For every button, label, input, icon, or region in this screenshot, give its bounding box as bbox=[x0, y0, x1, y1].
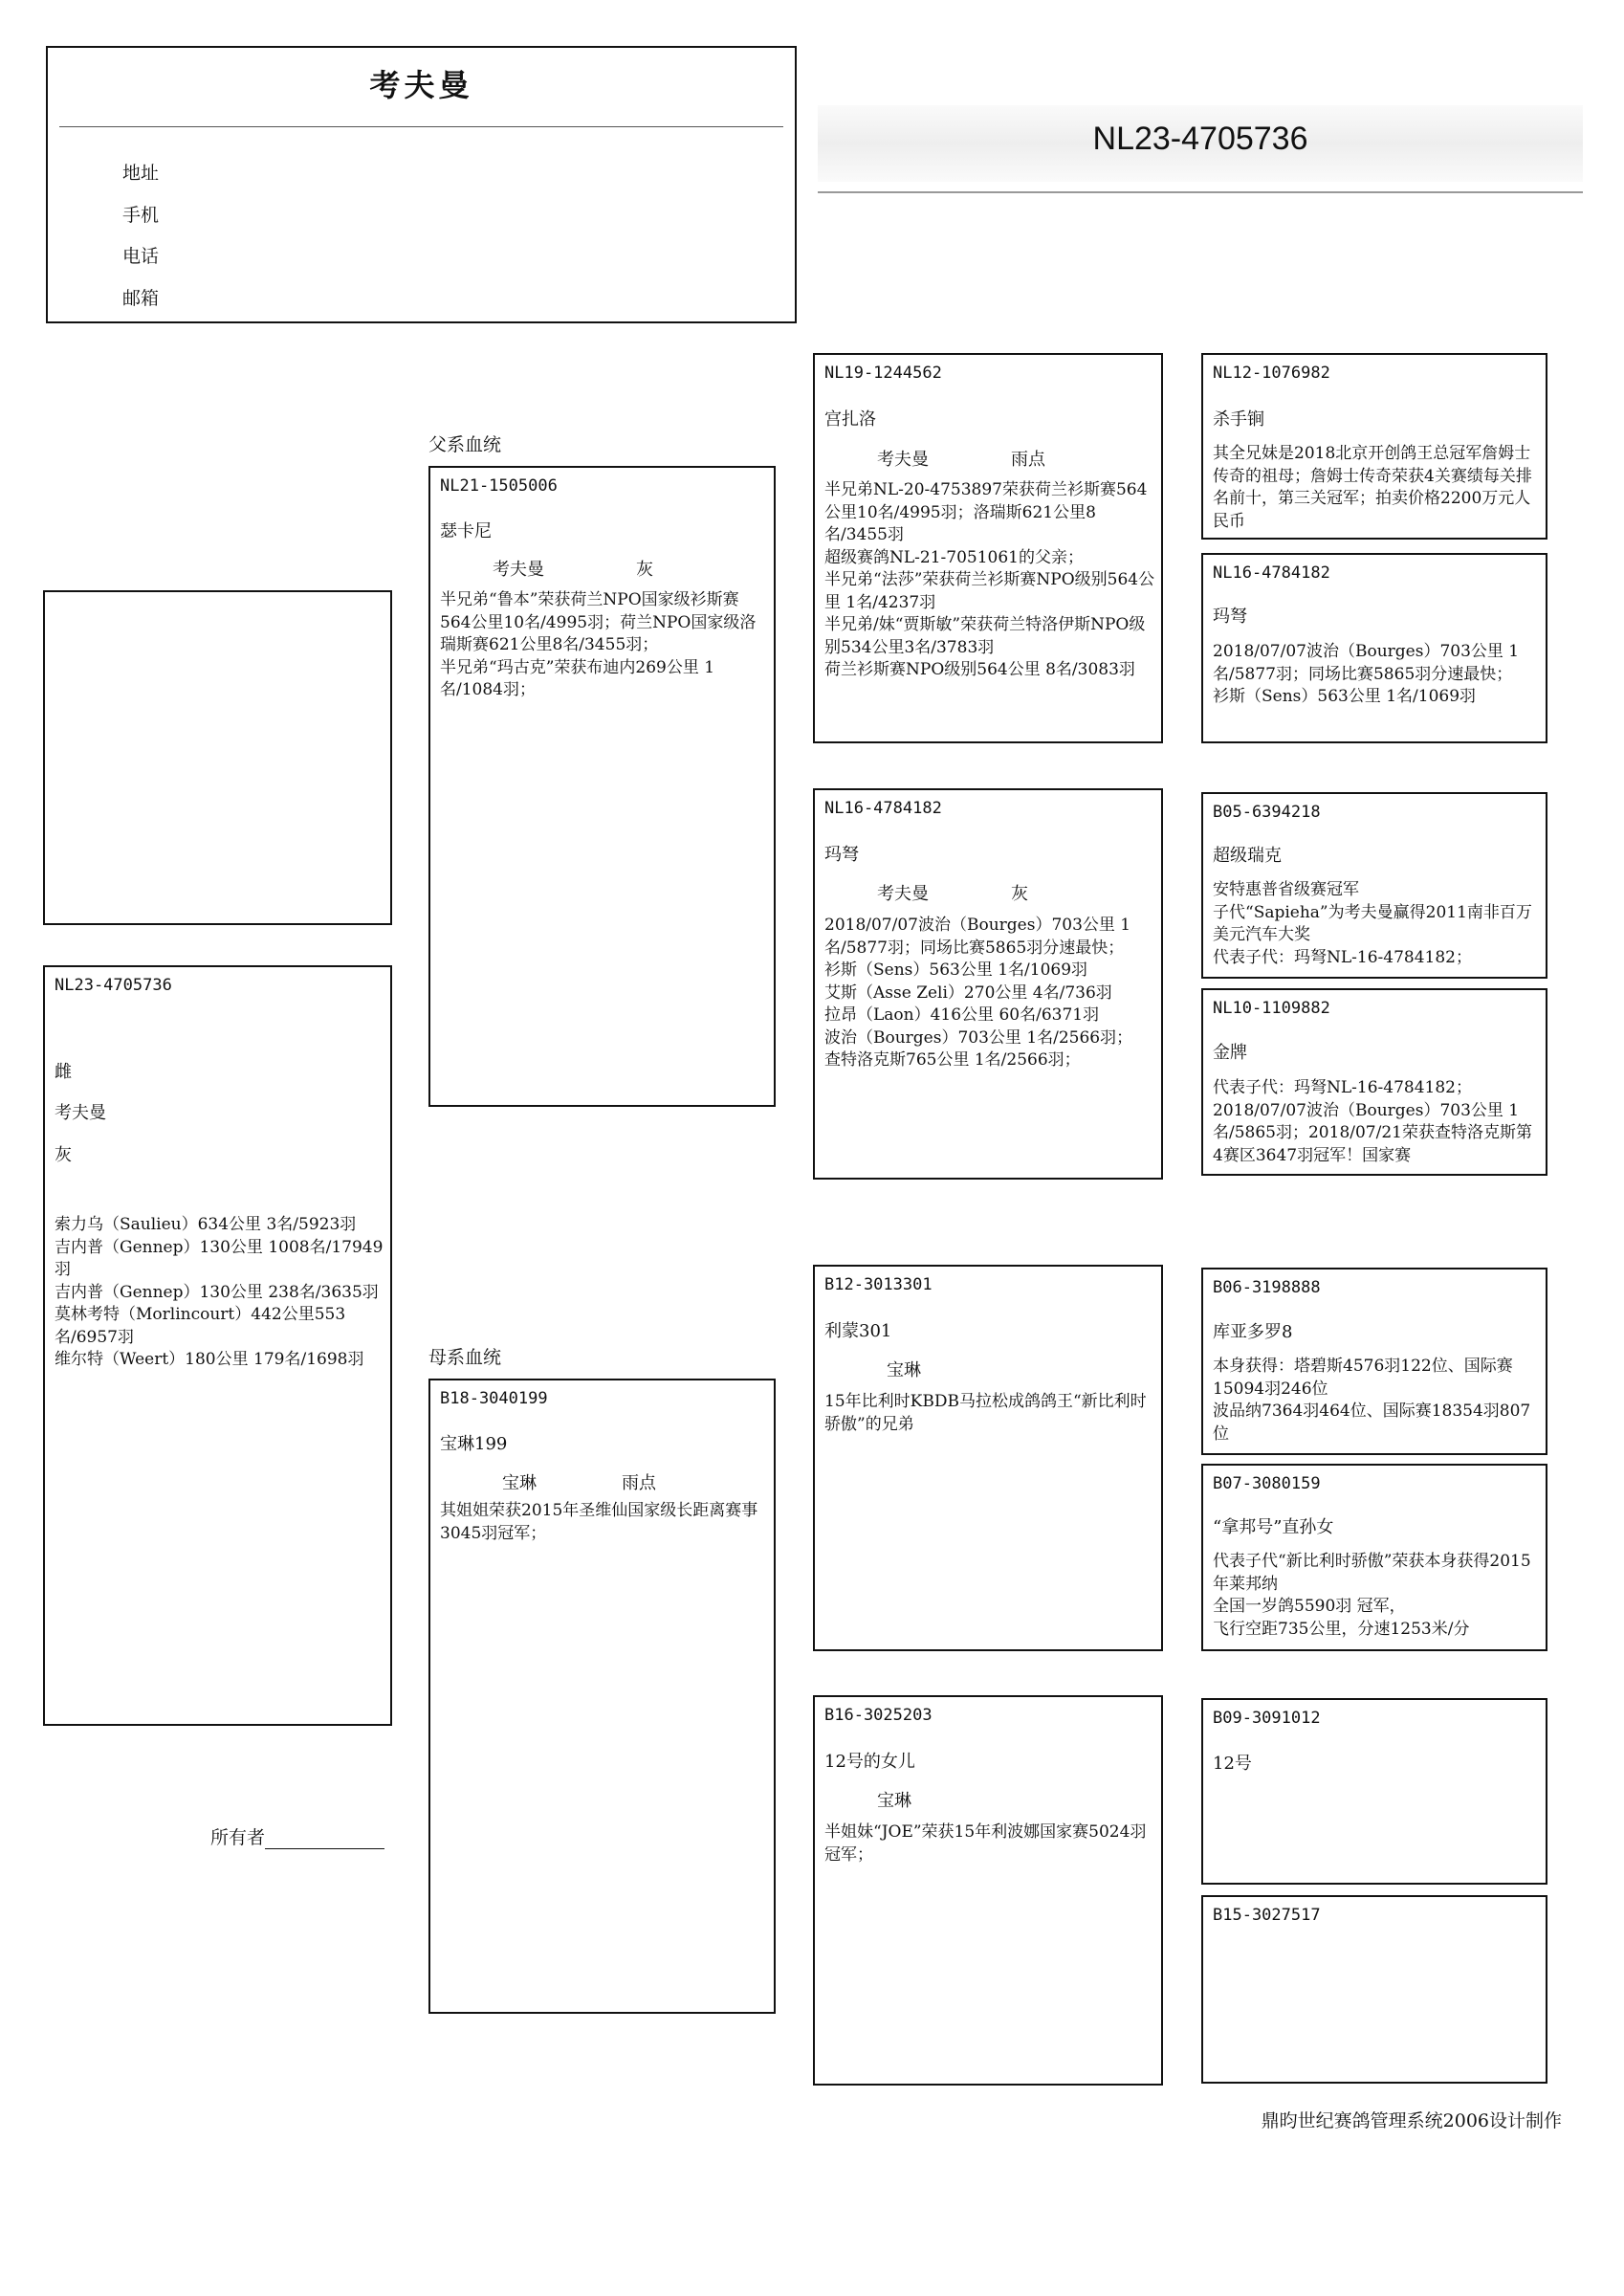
address-label: 地址 bbox=[122, 163, 160, 184]
desc-line: 2018/07/07波治（Bourges）703公里 1名/5877羽；同场比赛5865羽分速最快； bbox=[1213, 642, 1520, 684]
sd-description bbox=[824, 915, 1155, 1072]
sss-ring: NL12-1076982 bbox=[1213, 364, 1330, 383]
sire-breeder: 考夫曼 bbox=[493, 560, 544, 580]
sd-ring: NL16-4784182 bbox=[824, 799, 942, 818]
owner-name: 考夫曼 bbox=[369, 67, 473, 103]
dam-dam-box bbox=[813, 1695, 1163, 2086]
ds-name: 利蒙301 bbox=[824, 1321, 892, 1341]
desc-line: 衫斯（Sens）563公里 1名/1069羽 bbox=[1213, 687, 1477, 706]
sire-sire-box bbox=[813, 353, 1163, 743]
sss-description bbox=[1213, 443, 1540, 533]
ssd-ring: NL16-4784182 bbox=[1213, 563, 1330, 583]
footer-note: 鼎昀世纪赛鸽管理系统2006设计制作 bbox=[1261, 2110, 1562, 2131]
dds-box bbox=[1201, 1698, 1547, 1885]
ss-description bbox=[824, 479, 1155, 682]
sdd-name: 金牌 bbox=[1213, 1043, 1247, 1063]
owner-label: 所有者 bbox=[210, 1827, 266, 1848]
ssd-description bbox=[1213, 641, 1540, 709]
result-line: 索力乌（Saulieu）634公里 3名/5923羽 bbox=[55, 1215, 357, 1234]
desc-line: 其姐姐荣获2015年圣维仙国家级长距离赛事3045羽冠军； bbox=[440, 1501, 758, 1543]
ssd-box bbox=[1201, 553, 1547, 743]
phone-label: 电话 bbox=[122, 246, 160, 267]
desc-line: 查特洛克斯765公里 1名/2566羽； bbox=[824, 1050, 1081, 1070]
ddd-ring: B15-3027517 bbox=[1213, 1906, 1321, 1925]
sds-name: 超级瑞克 bbox=[1213, 846, 1282, 866]
dds-ring: B09-3091012 bbox=[1213, 1709, 1321, 1728]
sire-box bbox=[428, 466, 776, 1107]
sire-line-label: 父系血统 bbox=[428, 434, 502, 455]
dam-sire-box bbox=[813, 1265, 1163, 1651]
desc-line: 其全兄妹是2018北京开创鸽王总冠军詹姆士传奇的祖母；詹姆士传奇荣获4关赛绩每关排名前十，第三关冠军；拍卖价格2200万元人民币 bbox=[1213, 444, 1532, 531]
sds-box bbox=[1201, 792, 1547, 979]
desc-line: 半兄弟NL-20-4753897荣获荷兰衫斯赛564公里10名/4995羽；洛瑞斯621公里8名/3455羽 bbox=[824, 480, 1148, 544]
desc-line: 波品纳7364羽464位、国际赛18354羽807位 bbox=[1213, 1402, 1531, 1444]
sd-color: 灰 bbox=[1011, 884, 1028, 904]
sire-ring: NL21-1505006 bbox=[440, 476, 558, 496]
divider bbox=[59, 126, 783, 127]
dsd-description bbox=[1213, 1551, 1540, 1641]
ss-color: 雨点 bbox=[1011, 450, 1045, 470]
desc-line: 代表子代：玛弩NL-16-4784182；2018/07/07波治（Bourges）703公里 1名/5865羽；2018/07/21荣获查特洛克斯第4赛区3647羽冠军！国家赛 bbox=[1213, 1078, 1532, 1165]
sd-name: 玛弩 bbox=[824, 845, 859, 865]
ddd-box bbox=[1201, 1895, 1547, 2084]
sdd-ring: NL10-1109882 bbox=[1213, 999, 1330, 1018]
ring-title: NL23-4705736 bbox=[1092, 121, 1308, 157]
dd-ring: B16-3025203 bbox=[824, 1706, 933, 1725]
dd-description bbox=[824, 1821, 1155, 1866]
result-line: 莫林考特（Morlincourt）442公里553名/6957羽 bbox=[55, 1305, 346, 1347]
subject-name: 考夫曼 bbox=[55, 1103, 106, 1123]
subject-results bbox=[55, 1214, 384, 1372]
dsd-name: “拿邦号”直孙女 bbox=[1213, 1517, 1334, 1537]
subject-sex: 雌 bbox=[55, 1062, 72, 1082]
sire-description bbox=[440, 589, 768, 702]
desc-line: 半兄弟“玛古克”荣获布迪内269公里 1名/1084羽； bbox=[440, 657, 715, 699]
dam-color: 雨点 bbox=[622, 1473, 656, 1493]
desc-line: 全国一岁鸽5590羽 冠军， bbox=[1213, 1597, 1406, 1616]
owner-signature-line bbox=[210, 1823, 384, 1849]
dss-description bbox=[1213, 1356, 1540, 1446]
sdd-description bbox=[1213, 1077, 1540, 1167]
owner-info-box bbox=[46, 46, 797, 323]
desc-line: 2018/07/07波治（Bourges）703公里 1名/5877羽；同场比赛5865羽分速最快； bbox=[824, 916, 1131, 958]
desc-line: 代表子代：玛弩NL-16-4784182； bbox=[1213, 947, 1472, 967]
desc-line: 半兄弟“鲁本”荣获荷兰NPO国家级衫斯赛564公里10名/4995羽；荷兰NPO国家级洛瑞斯赛621公里8名/3455羽； bbox=[440, 590, 757, 654]
desc-line: 安特惠普省级赛冠军 bbox=[1213, 880, 1359, 899]
email-label: 邮箱 bbox=[122, 288, 160, 309]
sss-box bbox=[1201, 353, 1547, 540]
dds-name: 12号 bbox=[1213, 1754, 1252, 1774]
ssd-name: 玛弩 bbox=[1213, 607, 1247, 627]
desc-line: 荷兰衫斯赛NPO级别564公里 8名/3083羽 bbox=[824, 660, 1135, 679]
subject-color: 灰 bbox=[55, 1145, 72, 1165]
ds-breeder: 宝琳 bbox=[887, 1360, 921, 1380]
dsd-box bbox=[1201, 1464, 1547, 1651]
sire-name: 瑟卡尼 bbox=[440, 521, 492, 541]
dd-breeder: 宝琳 bbox=[877, 1791, 911, 1811]
dam-description bbox=[440, 1500, 768, 1545]
subject-ring: NL23-4705736 bbox=[55, 976, 172, 995]
dss-ring: B06-3198888 bbox=[1213, 1278, 1321, 1297]
subject-box bbox=[43, 965, 392, 1726]
photo-placeholder bbox=[43, 590, 392, 925]
ds-ring: B12-3013301 bbox=[824, 1275, 933, 1294]
ss-ring: NL19-1244562 bbox=[824, 364, 942, 383]
desc-line: 半姐妹“JOE”荣获15年利波娜国家赛5024羽冠军； bbox=[824, 1822, 1147, 1865]
sd-breeder: 考夫曼 bbox=[877, 884, 929, 904]
dsd-ring: B07-3080159 bbox=[1213, 1474, 1321, 1493]
ss-breeder: 考夫曼 bbox=[877, 450, 929, 470]
divider bbox=[818, 191, 1583, 193]
sire-dam-box bbox=[813, 788, 1163, 1180]
desc-line: 15年比利时KBDB马拉松成鸽鸽王“新比利时骄傲”的兄弟 bbox=[824, 1392, 1147, 1434]
dam-box bbox=[428, 1379, 776, 2014]
sds-description bbox=[1213, 879, 1540, 969]
dam-breeder: 宝琳 bbox=[502, 1473, 537, 1493]
desc-line: 波治（Bourges）703公里 1名/2566羽； bbox=[824, 1027, 1133, 1048]
desc-line: 代表子代“新比利时骄傲”荣获本身获得2015年莱邦纳 bbox=[1213, 1552, 1531, 1594]
desc-line: 飞行空距735公里，分速1253米/分 bbox=[1213, 1619, 1470, 1639]
ss-name: 宫扎洛 bbox=[824, 409, 876, 430]
dss-box bbox=[1201, 1268, 1547, 1455]
dss-name: 库亚多罗8 bbox=[1213, 1322, 1293, 1342]
dd-name: 12号的女儿 bbox=[824, 1752, 915, 1772]
desc-line: 本身获得：塔碧斯4576羽122位、国际赛15094羽246位 bbox=[1213, 1357, 1513, 1399]
sds-ring: B05-6394218 bbox=[1213, 803, 1321, 822]
result-line: 吉内普（Gennep）130公里 1008名/17949羽 bbox=[55, 1237, 384, 1279]
dam-name: 宝琳199 bbox=[440, 1434, 508, 1454]
sdd-box bbox=[1201, 988, 1547, 1176]
result-line: 吉内普（Gennep）130公里 238名/3635羽 bbox=[55, 1282, 379, 1302]
ds-description bbox=[824, 1391, 1155, 1436]
dam-ring: B18-3040199 bbox=[440, 1389, 548, 1408]
desc-line: 艾斯（Asse Zeli）270公里 4名/736羽 bbox=[824, 982, 1112, 1003]
desc-line: 衫斯（Sens）563公里 1名/1069羽 bbox=[824, 960, 1088, 980]
sss-name: 杀手锏 bbox=[1213, 409, 1264, 430]
desc-line: 超级赛鸽NL-21-7051061的父亲； bbox=[824, 547, 1084, 567]
mobile-label: 手机 bbox=[122, 205, 160, 226]
result-line: 维尔特（Weert）180公里 179名/1698羽 bbox=[55, 1350, 364, 1369]
desc-line: 拉昂（Laon）416公里 60名/6371羽 bbox=[824, 1005, 1100, 1025]
desc-line: 半兄弟“法莎”荣获荷兰衫斯赛NPO级别564公里 1名/4237羽 bbox=[824, 570, 1155, 612]
desc-line: 子代“Sapieha”为考夫曼赢得2011南非百万美元汽车大奖 bbox=[1213, 902, 1532, 944]
desc-line: 半兄弟/妹“贾斯敏”荣获荷兰特洛伊斯NPO级别534公里3名/3783羽 bbox=[824, 615, 1146, 657]
sire-color: 灰 bbox=[636, 560, 653, 580]
dam-line-label: 母系血统 bbox=[428, 1347, 502, 1368]
